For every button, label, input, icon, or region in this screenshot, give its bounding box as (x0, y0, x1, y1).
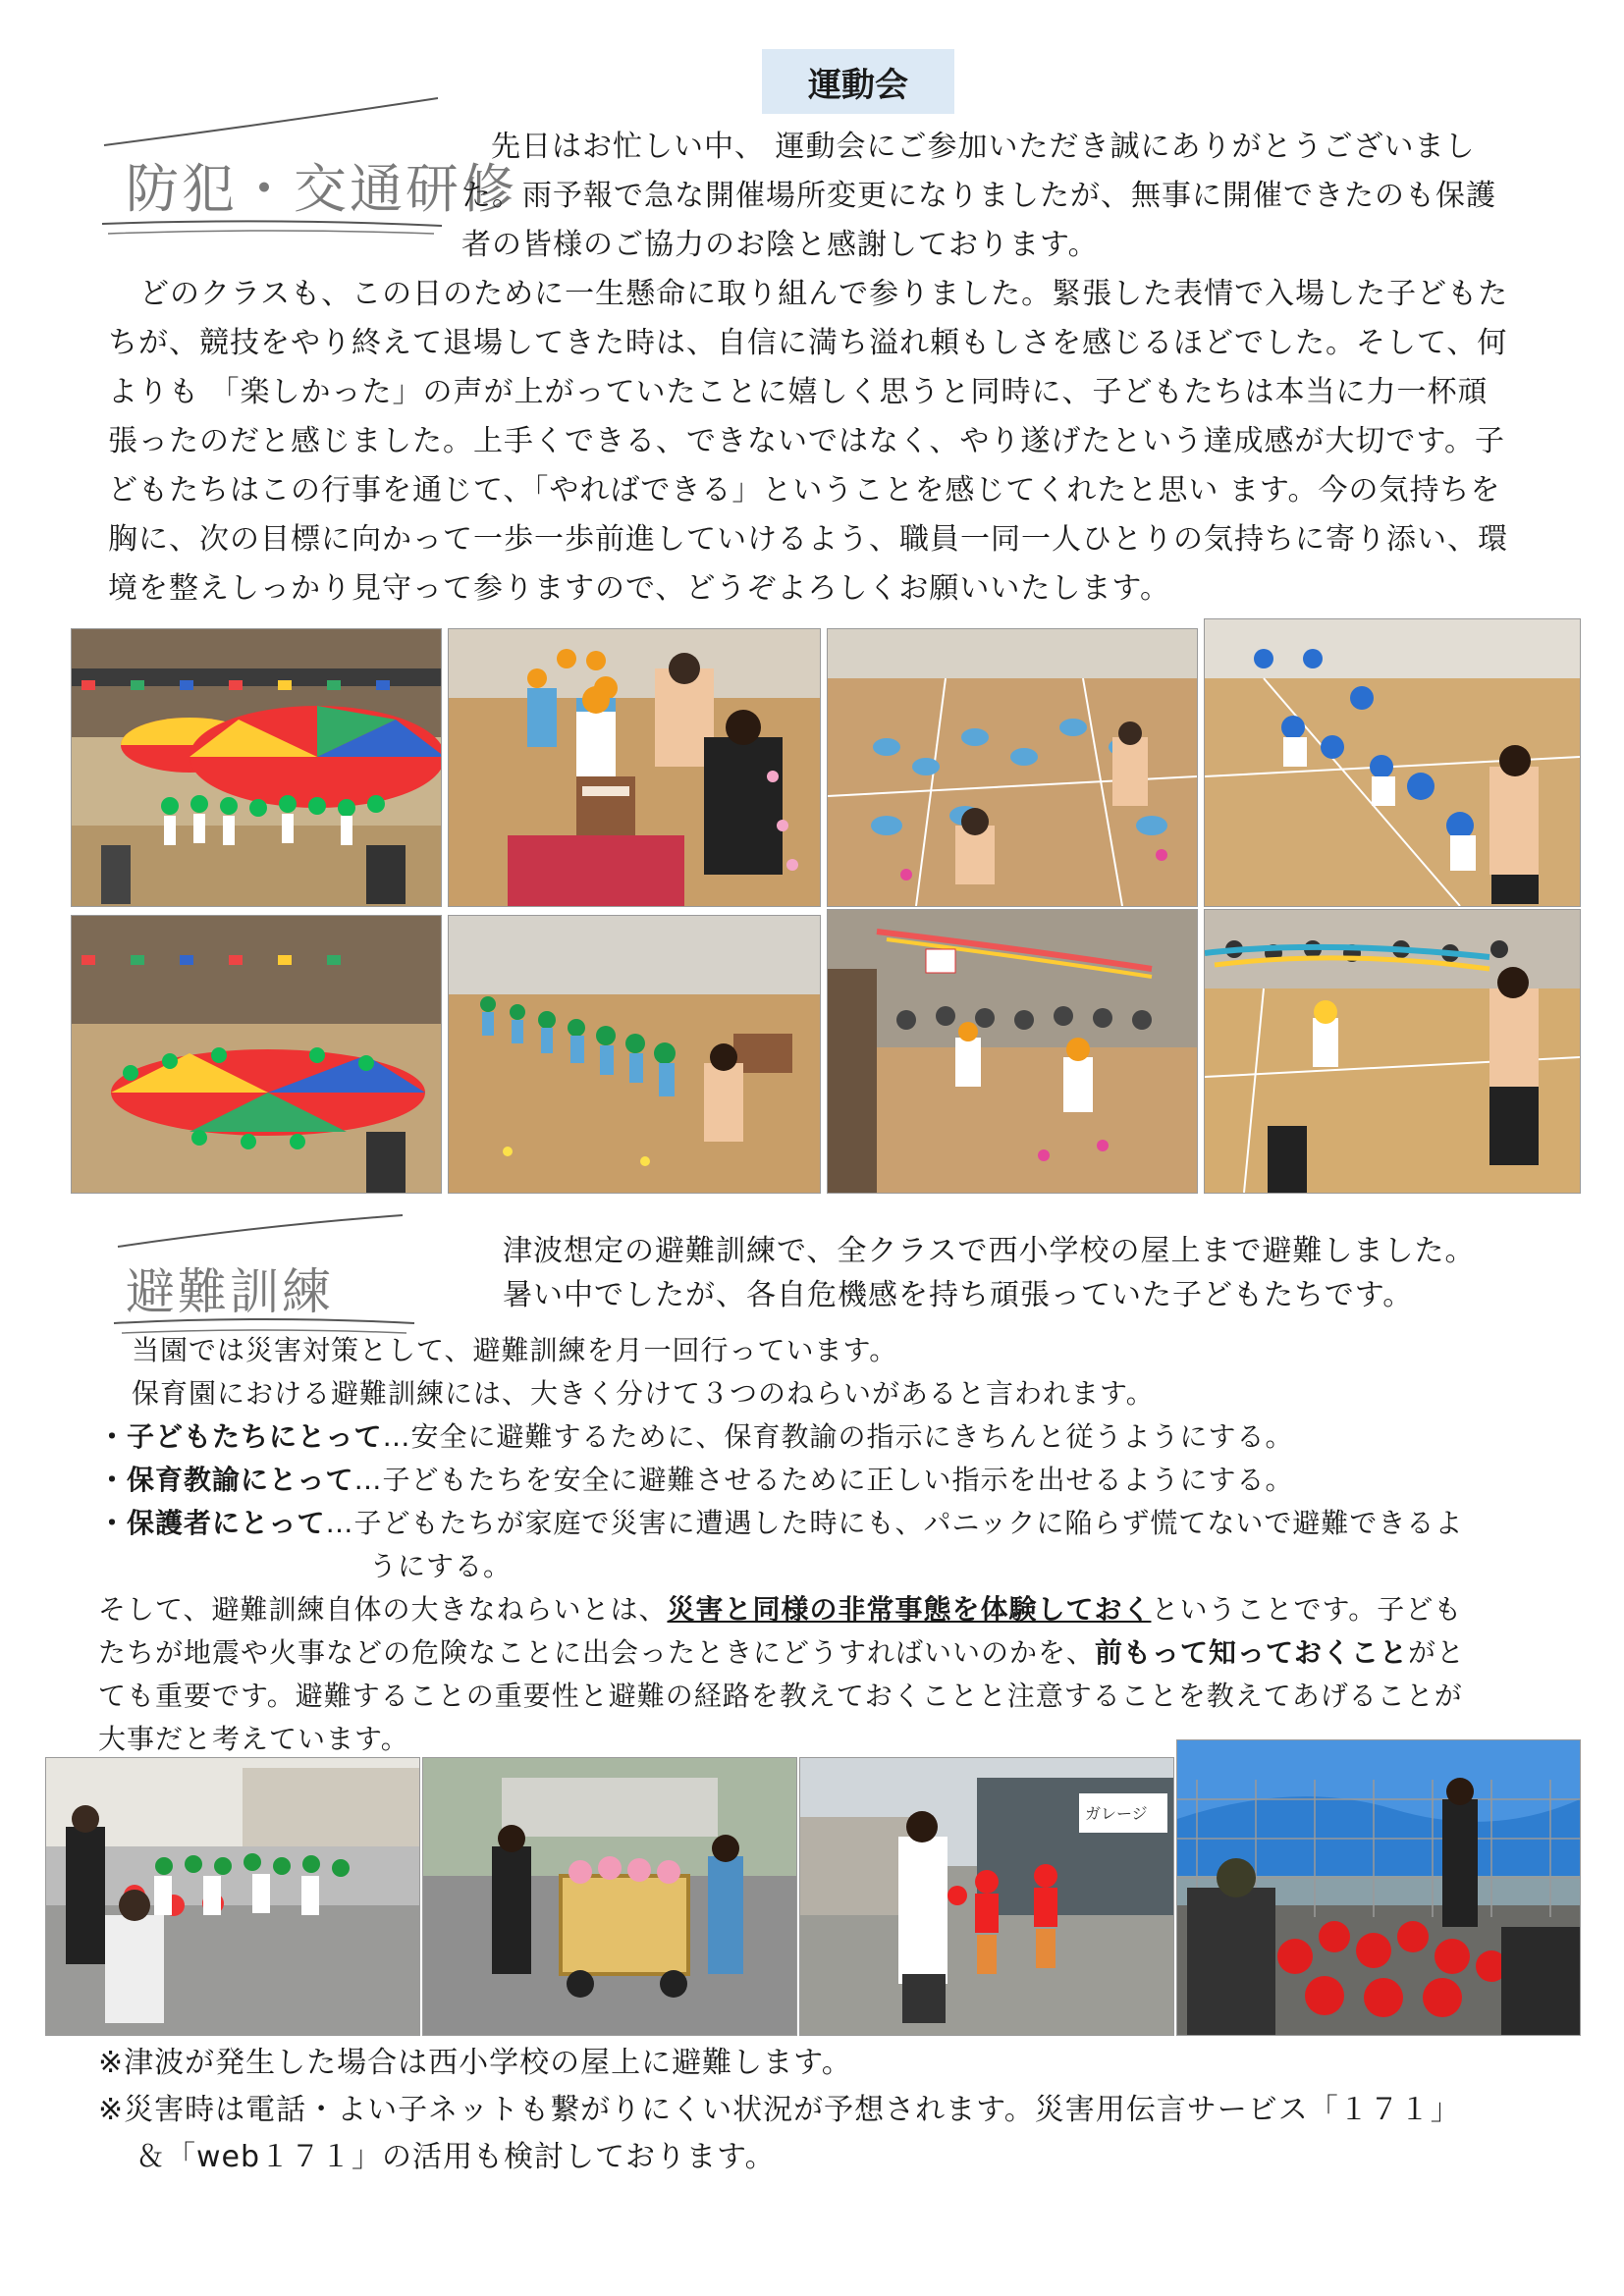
evacuation-notes (98, 2040, 1461, 2181)
sports-line-10: 境を整えしっかり見守って参りますので、どうぞよろしくお願いいたします。 (108, 571, 1170, 606)
photo-ribbon-run (1204, 909, 1581, 1194)
para-f: がと (1408, 1636, 1466, 1669)
sports-line-9: 胸に、次の目標に向かって一歩一歩前進していけるよう、職員一同一人ひとりの気持ちに寄り添い、環 (108, 522, 1508, 557)
note-2: ※災害時は電話・よい子ネットも繋がりにくい状況が予想されます。災害用伝言サービス「１７１」 (98, 2093, 1461, 2127)
sports-day-title: 運動会 (762, 49, 954, 114)
photo-walking (799, 1757, 1174, 2036)
garage-sign-text: ガレージ (1085, 1804, 1148, 1823)
para-line-3: ても重要です。避難することの重要性と避難の経路を教えておくことと注意することを教えてあげることが (98, 1680, 1463, 1712)
note-1: ※津波が発生した場合は西小学校の屋上に避難します。 (98, 2046, 852, 2080)
sports-line-8: どもたちはこの行事を通じて、「やればできる」ということを感じてくれたと思い ます。今の気持ちを (108, 473, 1501, 507)
bullet-guardians-text: …子どもたちが家庭で災害に遭遇した時にも、パニックに陥らず慌てないで避難できるよ (325, 1507, 1464, 1539)
bullet-teachers-text: …子どもたちを安全に避難させるために正しい指示を出せるようにする。 (353, 1464, 1294, 1496)
para-e-bold: 前もって知っておくこと (1095, 1636, 1409, 1669)
para-a: そして、避難訓練自体の大きなねらいとは、 (98, 1593, 668, 1626)
sports-line-5: ちが、競技をやり終えて退場してきた時は、自信に満ち溢れ頼もしさを感じるほどでした。そして、何 (108, 326, 1508, 360)
photo-rooftop (1176, 1739, 1581, 2036)
para-d: たちが地震や火事などの危険なことに出会ったときにどうすればいいのかを、 (98, 1636, 1096, 1669)
evacuation-intro-2: 暑い中でしたが、各自危機感を持ち頑張っていた子どもたちです。 (503, 1278, 1414, 1312)
photo-vaulting-box (448, 628, 821, 907)
bullet-children (98, 1415, 1465, 1459)
bullet-children-text: …安全に避難するために、保育教諭の指示にきちんと従うようにする。 (382, 1420, 1294, 1453)
para-c: ということです。子ども (1151, 1593, 1463, 1626)
photo-parachute (71, 628, 442, 907)
sports-line-3: 者の皆様のご協力のお陰と感謝しております。 (461, 228, 1099, 262)
sports-day-heading: 防犯・交通研修 (126, 158, 517, 220)
bullet-teachers-label: ・保育教諭にとって (98, 1464, 354, 1496)
bullet-guardians-cont: うにする。 (369, 1550, 513, 1582)
para-b-underlined: 災害と同様の非常事態を体験しておく (667, 1593, 1152, 1626)
photo-cart (422, 1757, 797, 2036)
photo-line-up (448, 915, 821, 1194)
photo-lineup-outside (45, 1757, 420, 2036)
evacuation-heading: 避難訓練 (126, 1263, 334, 1320)
bullet-guardians (98, 1502, 1465, 1545)
evacuation-body (98, 1329, 1465, 1761)
sports-line-4: どのクラスも、この日のために一生懸命に取り組んで参りました。緊張した表情で入場した子どもた (139, 277, 1509, 311)
bullet-children-label: ・子どもたちにとって (98, 1420, 383, 1453)
sports-line-6: よりも 「楽しかった」の声が上がっていたことに嬉しく思うと同時に、子どもたちは本当に力一杯頑 (108, 375, 1489, 409)
evacuation-body-2: 保育園における避難訓練には、大きく分けて３つのねらいがあると言われます。 (132, 1377, 1155, 1410)
photo-relay-run (827, 909, 1198, 1194)
bullet-teachers (98, 1459, 1465, 1502)
sports-line-2: た。雨予報で急な開催場所変更になりましたが、無事に開催できたのも保護 (461, 179, 1496, 213)
para-line-4: 大事だと考えています。 (98, 1723, 409, 1755)
para-line-1 (98, 1588, 1465, 1631)
photo-parachute-circle (71, 915, 442, 1194)
para-line-2 (98, 1631, 1465, 1675)
note-3: ＆「web１７１」の活用も検討しております。 (135, 2140, 776, 2174)
bullet-guardians-label: ・保護者にとって (98, 1507, 326, 1539)
evacuation-intro-1: 津波想定の避難訓練で、全クラスで西小学校の屋上まで避難しました。 (503, 1234, 1476, 1268)
sports-line-1: 先日はお忙しい中、 運動会にご参加いただき誠にありがとうございまし (491, 130, 1476, 164)
evacuation-body-1: 当園では災害対策として、避難訓練を月一回行っています。 (132, 1334, 898, 1366)
photo-crawling-race (827, 628, 1198, 907)
sports-line-7: 張ったのだと感じました。上手くできる、できないではなく、やり遂げたという達成感が大切です。子 (108, 424, 1505, 458)
photo-blue-hats (1204, 618, 1581, 907)
